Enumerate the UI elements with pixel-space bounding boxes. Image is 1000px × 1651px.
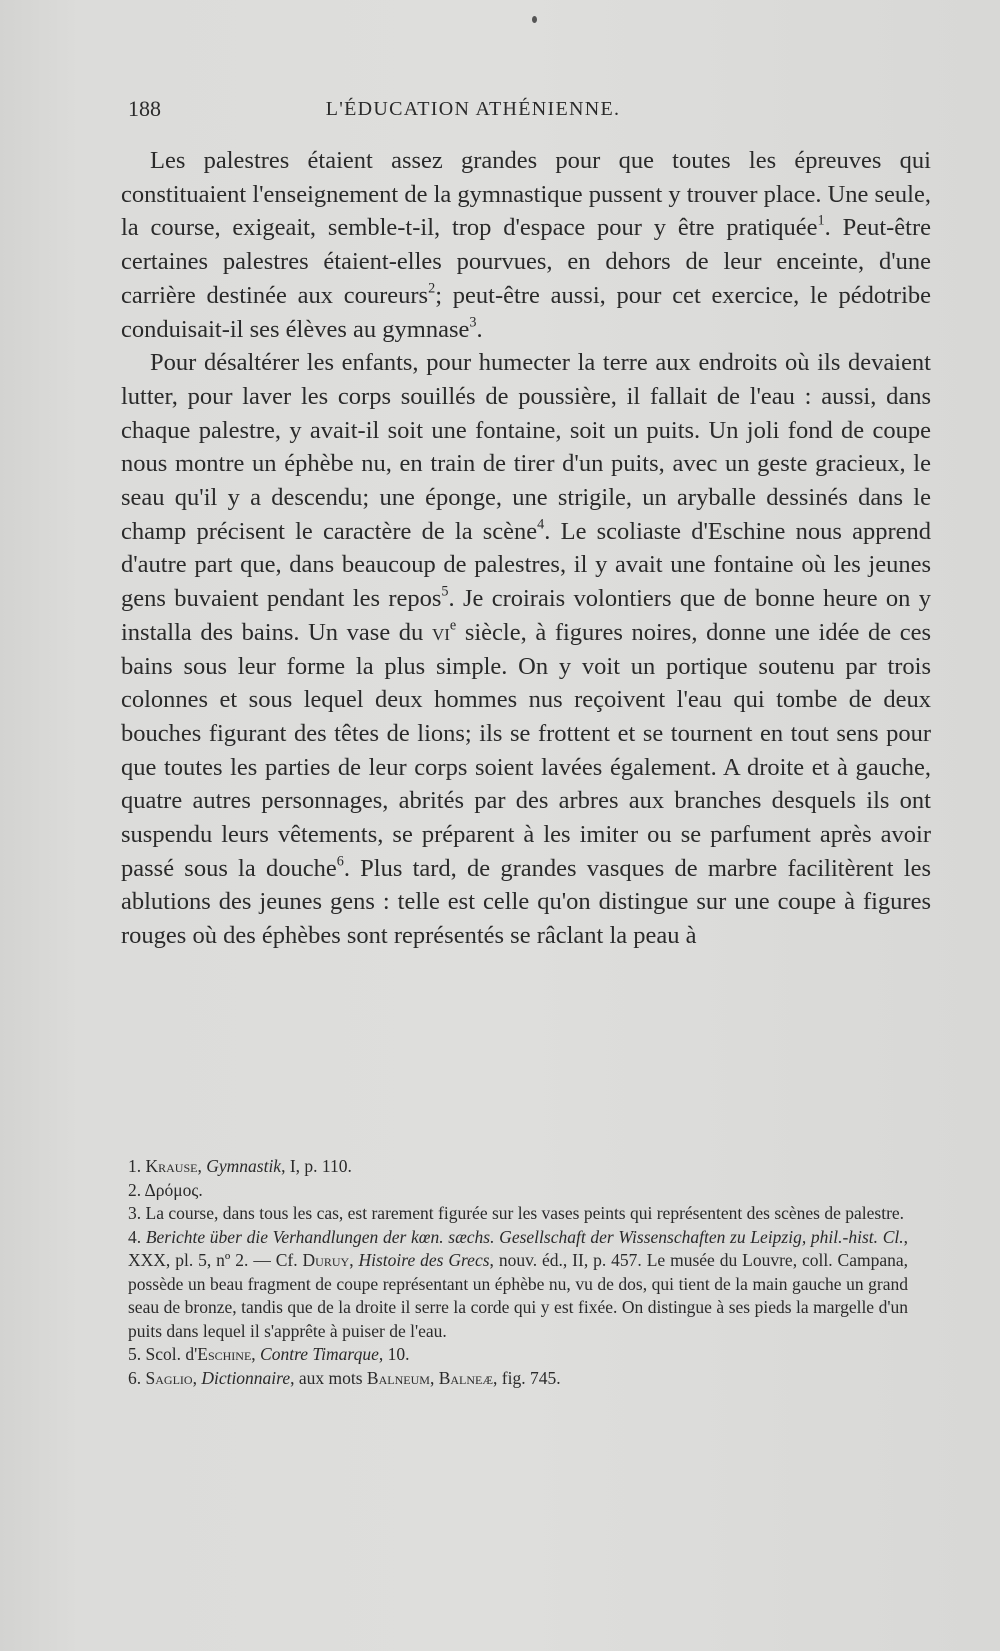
text-run: , I, p. 110. [281, 1156, 352, 1176]
text-run: . Plus tard, de grandes vasques de marbre facilitèrent les ablutions des jeunes gens : telle est celle qu'on distingue sur une coupe à figures rouges où des éphèbes sont représentés se râclant la peau à [121, 854, 931, 950]
footnote [128, 1155, 908, 1179]
text-run: , fig. 745. [493, 1367, 561, 1388]
footnote-ref: 2 [428, 280, 436, 297]
text-run: , 10. [378, 1344, 410, 1364]
body-text [121, 144, 931, 953]
small-caps-text: Duruy [302, 1250, 350, 1270]
italic-text: Berichte über die Verhandlungen der kœn. sæchs. Gesellschaft der Wissenschaften zu Leipzig, phil.-hist. Cl. [145, 1226, 904, 1247]
footnote-ref: 1 [817, 212, 825, 229]
text-run: , [251, 1344, 261, 1364]
footnote-ref: 6 [336, 853, 344, 870]
text-run: , [197, 1156, 207, 1176]
text-run: 4. [128, 1226, 146, 1247]
footnote [128, 1179, 908, 1203]
footnote [128, 1202, 908, 1226]
footnote-ref: 4 [537, 516, 545, 533]
ink-speck [532, 16, 537, 23]
text-run: , [429, 1367, 439, 1388]
text-run: 6. [128, 1367, 146, 1388]
text-run: . Peut-être certaines palestres étaient-elles pourvues, en dehors de leur enceinte, d'une carrière destinée aux coureurs [121, 214, 932, 309]
page-number: 188 [128, 96, 161, 121]
text-run: 1. [128, 1156, 146, 1176]
text-run: 5. Scol. d' [128, 1344, 198, 1364]
footnote-ref: e [449, 617, 457, 634]
small-caps-text: Krause [145, 1156, 198, 1176]
text-run: 3. La course, dans tous les cas, est rarement figurée sur les vases peints qui représentent des scènes de palestre. [128, 1203, 905, 1223]
text-run: Pour désaltérer les enfants, pour humecter la terre aux endroits où ils devaient lutter, pour laver les corps souillés de poussière, il fallait de l'eau : aussi, dans chaque palestre, y avait-il soit une fontaine, soit un puits. Un joli fond de coupe nous montre un éphèbe nu, en train de tirer d'un puits, avec un geste gracieux, le seau qu'il y a descendu; une éponge, une strigile, un aryballe dessinés dans le champ précisent le caractère de la scène [121, 349, 931, 545]
footnote [128, 1367, 908, 1391]
paragraph [121, 346, 931, 953]
text-run: . Le scoliaste d'Eschine nous apprend d'autre part que, dans beaucoup de palestres, il y avait une fontaine où les jeunes gens buvaient pendant les repos [121, 517, 931, 613]
small-caps-text: Saglio [145, 1367, 193, 1388]
footnote-ref: 3 [469, 313, 477, 330]
italic-text: Histoire des Grecs [358, 1250, 490, 1270]
small-caps-text: vi [431, 618, 450, 646]
text-run: . Je croirais volontiers que de bonne heure on y installa des bains. Un vase du [121, 585, 931, 646]
text-run: 2. Δρόμος. [128, 1179, 203, 1200]
text-run: siècle, à figures noires, donne une idée de ces bains sous leur forme la plus simple. On y voit un portique soutenu par trois colonnes et sous lequel deux hommes nus reçoivent l'eau qui tombe de deux bouches figurant des têtes de lions; ils se frottent et se tournent en tout sens pour que toutes les parties de leur corps soient lavées également. A droite et à gauche, quatre autres personnages, abrités par des arbres aux branches desquels ils ont suspendu leurs vêtements, se préparent à les imiter ou se parfument après avoir passé sous la douche [121, 618, 931, 882]
running-header [128, 96, 934, 130]
small-caps-text: Balneæ [438, 1367, 494, 1388]
paragraph [121, 144, 931, 346]
footnotes [128, 1155, 908, 1390]
small-caps-text: Eschine [197, 1344, 252, 1364]
text-run: , XXX, pl. 5, nº 2. — Cf. [128, 1226, 908, 1270]
text-run: ; peut-être aussi, pour cet exercice, le pédotribe conduisait-il ses élèves au gymnase [121, 281, 931, 343]
small-caps-text: Balneum [366, 1367, 430, 1388]
text-run: . [476, 315, 483, 343]
text-run: , [192, 1367, 202, 1388]
footnote [128, 1226, 908, 1344]
text-run: Les palestres étaient assez grandes pour que toutes les épreuves qui constituaient l'enseignement de la gymnastique pussent y trouver place. Une seule, la course, exigeait, semble-t-il, trop d'espace pour y être pratiquée [121, 147, 931, 242]
italic-text: Contre Timarque [260, 1344, 379, 1364]
footnote [128, 1343, 908, 1367]
text-run: , [349, 1250, 359, 1270]
running-title: L'ÉDUCATION ATHÉNIENNE. [325, 98, 621, 120]
footnote-ref: 5 [441, 583, 449, 600]
italic-text: Dictionnaire [201, 1367, 291, 1388]
text-run: , aux mots [290, 1367, 367, 1388]
italic-text: Gymnastik [206, 1156, 282, 1176]
text-run: , nouv. éd., II, p. 457. Le musée du Louvre, coll. Campana, possède un beau fragment de coupe représentant un éphèbe nu, vu de dos, qui tient de la main gauche un grand seau de bronze, tandis que de la droite il serre la corde qui y est fixée. On distingue à ses pieds la margelle d'un puits dans lequel il s'apprête à puiser de l'eau. [128, 1250, 909, 1341]
